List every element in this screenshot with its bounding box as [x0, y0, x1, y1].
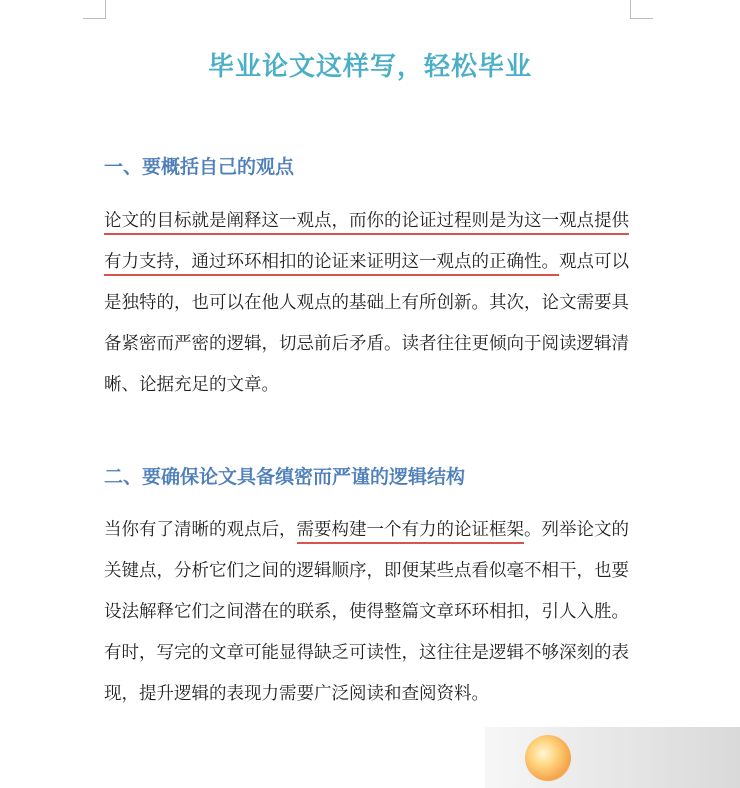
body-text: 设法解释它们之间潜在的联系，使得整篇文章环环相扣，引人入胜。: [104, 602, 629, 622]
crop-mark-top-right: [630, 0, 653, 19]
body-text: 当你有了清晰的观点后，: [104, 520, 297, 540]
section-1-paragraph: [104, 201, 644, 406]
underlined-text: 有力支持，通过环环相扣的论证来证明这一观点的正确性。: [104, 252, 559, 276]
body-text: 现，提升逻辑的表现力需要广泛阅读和查阅资料。: [104, 684, 489, 704]
body-text: 。列举论文的: [524, 520, 629, 540]
document-title: 毕业论文这样写，轻松毕业: [207, 52, 532, 82]
paragraph-line: [104, 510, 644, 551]
underlined-text: 需要构建一个有力的论证框架: [297, 520, 525, 544]
paragraph-line: [104, 242, 644, 283]
paragraph-line: [104, 633, 644, 674]
paragraph-line: [104, 324, 644, 365]
section-1-heading: 一、要概括自己的观点: [104, 156, 295, 178]
body-text: 关键点，分析它们之间的逻辑顺序，即便某些点看似毫不相干，也要: [104, 561, 629, 581]
section-2-paragraph: [104, 510, 644, 715]
body-text: 是独特的，也可以在他人观点的基础上有所创新。其次，论文需要具: [104, 293, 629, 313]
paragraph-line: [104, 674, 644, 715]
paragraph-line: [104, 283, 644, 324]
section-2-heading: 二、要确保论文具备缜密而严谨的逻辑结构: [104, 466, 466, 488]
underlined-text: 论文的目标就是阐释这一观点，而你的论证过程则是为这一观点提供: [104, 211, 629, 235]
body-text: 备紧密而严密的逻辑，切忌前后矛盾。读者往往更倾向于阅读逻辑清: [104, 334, 629, 354]
body-text: 晰、论据充足的文章。: [104, 375, 279, 395]
paragraph-line: [104, 365, 644, 406]
body-text: 有时，写完的文章可能显得缺乏可读性，这往往是逻辑不够深刻的表: [104, 643, 629, 663]
paragraph-line: [104, 592, 644, 633]
watermark-logo: [485, 727, 740, 788]
flame-logo-icon: [525, 735, 571, 781]
paragraph-line: [104, 201, 644, 242]
body-text: 观点可以: [559, 252, 629, 272]
crop-mark-top-left: [83, 0, 106, 19]
paragraph-line: [104, 551, 644, 592]
